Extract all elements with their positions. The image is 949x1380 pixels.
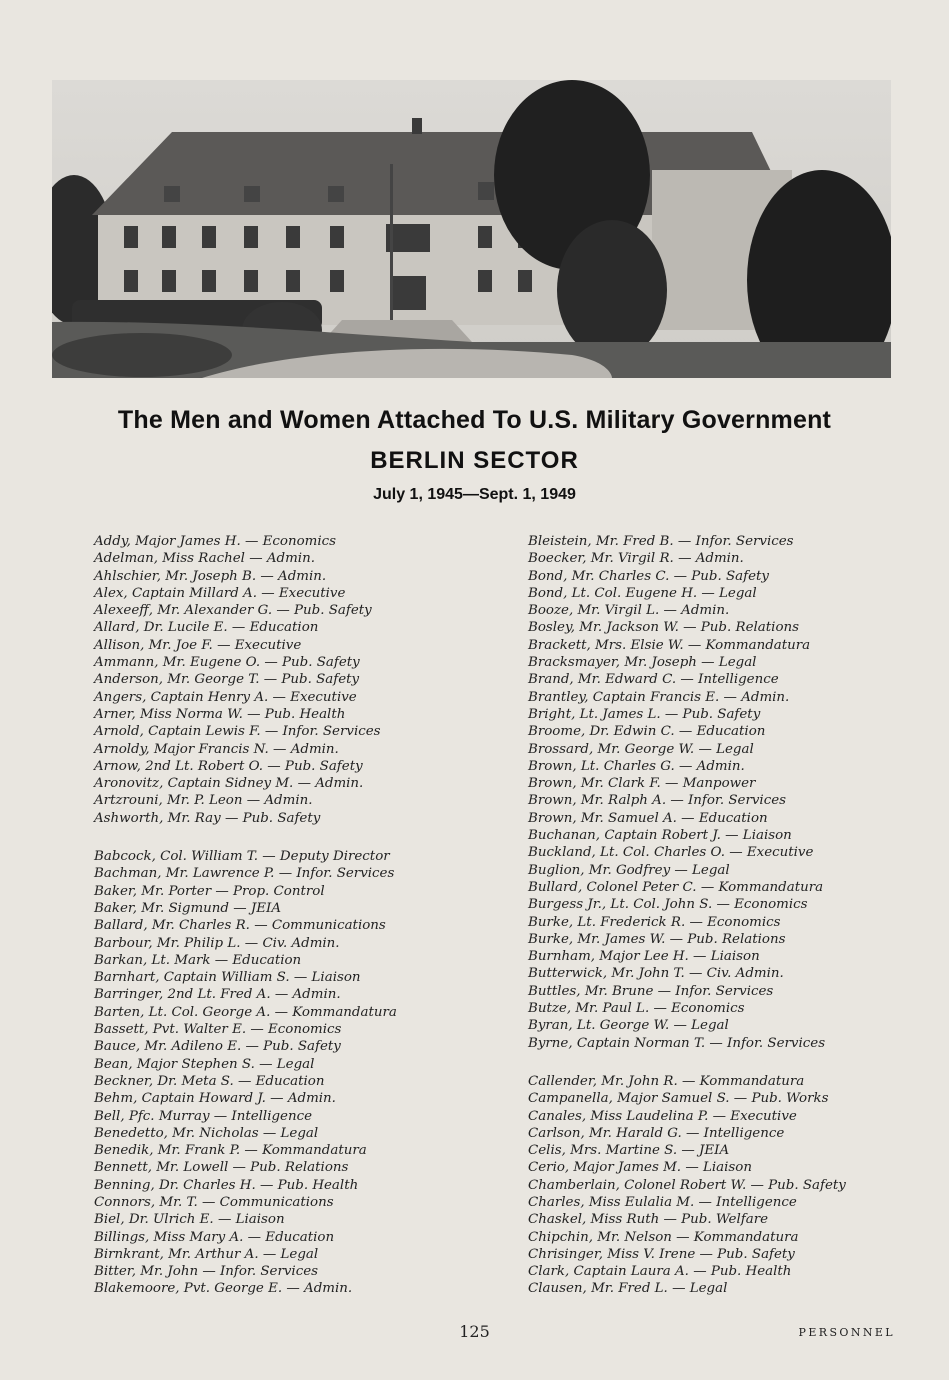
page-subtitle: BERLIN SECTOR <box>370 447 579 474</box>
list-item: Broome, Dr. Edwin C. — Education <box>528 724 766 740</box>
list-item: Buglion, Mr. Godfrey — Legal <box>528 862 730 878</box>
list-item: Biel, Dr. Ulrich E. — Liaison <box>94 1212 285 1228</box>
list-item: Brown, Lt. Charles G. — Admin. <box>528 758 745 774</box>
list-item: Barkan, Lt. Mark — Education <box>94 952 302 968</box>
list-item: Billings, Miss Mary A. — Education <box>94 1229 335 1245</box>
list-item: Bennett, Mr. Lowell — Pub. Relations <box>94 1160 349 1176</box>
list-item: Bond, Lt. Col. Eugene H. — Legal <box>528 585 757 601</box>
personnel-list-left <box>94 533 474 1298</box>
list-item: Alex, Captain Millard A. — Executive <box>94 585 346 601</box>
list-item: Arner, Miss Norma W. — Pub. Health <box>94 706 346 722</box>
list-item: Chrisinger, Miss V. Irene — Pub. Safety <box>528 1246 795 1262</box>
date-range: July 1, 1945—Sept. 1, 1949 <box>373 486 576 503</box>
list-item: Behm, Captain Howard J. — Admin. <box>94 1091 336 1107</box>
list-item: Arnow, 2nd Lt. Robert O. — Pub. Safety <box>94 758 363 774</box>
list-item: Clausen, Mr. Fred L. — Legal <box>528 1281 728 1297</box>
list-item: Charles, Miss Eulalia M. — Intelligence <box>528 1194 797 1210</box>
list-item: Butterwick, Mr. John T. — Civ. Admin. <box>528 966 784 982</box>
list-item: Babcock, Col. William T. — Deputy Director <box>94 849 390 865</box>
list-item: Bitter, Mr. John — Infor. Services <box>94 1264 319 1280</box>
list-item: Birnkrant, Mr. Arthur A. — Legal <box>94 1246 319 1262</box>
list-gap <box>94 827 474 848</box>
section-label: PERSONNEL <box>798 1326 895 1339</box>
list-item: Bean, Major Stephen S. — Legal <box>94 1056 315 1072</box>
list-item: Brand, Mr. Edward C. — Intelligence <box>528 672 779 688</box>
list-item: Booze, Mr. Virgil L. — Admin. <box>528 603 730 619</box>
list-item: Baker, Mr. Sigmund — JEIA <box>94 900 282 916</box>
page-title: The Men and Women Attached To U.S. Military Government <box>117 406 832 434</box>
list-item: Barnhart, Captain William S. — Liaison <box>94 970 361 986</box>
list-item: Bullard, Colonel Peter C. — Kommandatura <box>528 879 824 895</box>
list-item: Ashworth, Mr. Ray — Pub. Safety <box>94 810 321 826</box>
list-item: Bosley, Mr. Jackson W. — Pub. Relations <box>528 620 800 636</box>
list-item: Arnold, Captain Lewis F. — Infor. Services <box>94 724 381 740</box>
personnel-list-right <box>528 533 898 1298</box>
list-item: Callender, Mr. John R. — Kommandatura <box>528 1073 805 1089</box>
list-item: Connors, Mr. T. — Communications <box>94 1194 334 1210</box>
list-item: Brown, Mr. Ralph A. — Infor. Services <box>528 793 787 809</box>
list-item: Addy, Major James H. — Economics <box>94 534 336 549</box>
list-item: Celis, Mrs. Martine S. — JEIA <box>528 1143 730 1159</box>
list-item: Adelman, Miss Rachel — Admin. <box>94 551 315 567</box>
list-item: Burke, Lt. Frederick R. — Economics <box>528 914 781 930</box>
list-item: Benedik, Mr. Frank P. — Kommandatura <box>94 1143 367 1159</box>
list-item: Beckner, Dr. Meta S. — Education <box>94 1073 325 1089</box>
list-item: Anderson, Mr. George T. — Pub. Safety <box>94 672 360 688</box>
list-item: Ahlschier, Mr. Joseph B. — Admin. <box>94 568 327 584</box>
list-item: Brown, Mr. Clark F. — Manpower <box>528 776 756 792</box>
list-item: Benedetto, Mr. Nicholas — Legal <box>94 1125 319 1141</box>
list-item: Byrne, Captain Norman T. — Infor. Services <box>528 1035 826 1051</box>
list-item: Bracksmayer, Mr. Joseph — Legal <box>528 655 757 671</box>
list-item: Campanella, Major Samuel S. — Pub. Works <box>528 1091 829 1107</box>
list-item: Allison, Mr. Joe F. — Executive <box>94 637 302 653</box>
list-item: Byran, Lt. George W. — Legal <box>528 1018 729 1034</box>
list-item: Canales, Miss Laudelina P. — Executive <box>528 1108 797 1124</box>
list-item: Barringer, 2nd Lt. Fred A. — Admin. <box>94 987 341 1003</box>
list-item: Allard, Dr. Lucile E. — Education <box>94 620 319 636</box>
list-item: Bauce, Mr. Adileno E. — Pub. Safety <box>94 1039 341 1055</box>
list-item: Barbour, Mr. Philip L. — Civ. Admin. <box>94 935 340 951</box>
list-item: Burgess Jr., Lt. Col. John S. — Economics <box>528 897 808 913</box>
list-item: Chipchin, Mr. Nelson — Kommandatura <box>528 1229 799 1245</box>
list-item: Alexeeff, Mr. Alexander G. — Pub. Safety <box>94 603 372 619</box>
list-item: Brossard, Mr. George W. — Legal <box>528 741 754 757</box>
list-item: Butze, Mr. Paul L. — Economics <box>528 1001 745 1017</box>
list-item: Chaskel, Miss Ruth — Pub. Welfare <box>528 1212 769 1228</box>
list-item: Bell, Pfc. Murray — Intelligence <box>94 1108 313 1124</box>
list-item: Angers, Captain Henry A. — Executive <box>94 689 357 705</box>
list-item: Bond, Mr. Charles C. — Pub. Safety <box>528 568 769 584</box>
list-item: Chamberlain, Colonel Robert W. — Pub. Safety <box>528 1177 846 1193</box>
list-item: Bachman, Mr. Lawrence P. — Infor. Services <box>94 866 395 882</box>
list-item: Clark, Captain Laura A. — Pub. Health <box>528 1264 792 1280</box>
building-photo <box>52 80 891 378</box>
page-number: 125 <box>459 1322 490 1341</box>
list-item: Artzrouni, Mr. P. Leon — Admin. <box>94 793 313 809</box>
list-item: Barten, Lt. Col. George A. — Kommandatura <box>94 1004 397 1020</box>
list-item: Bright, Lt. James L. — Pub. Safety <box>528 706 761 722</box>
list-item: Buttles, Mr. Brune — Infor. Services <box>528 983 774 999</box>
list-item: Ballard, Mr. Charles R. — Communications <box>94 918 386 934</box>
list-item: Brantley, Captain Francis E. — Admin. <box>528 689 790 705</box>
list-item: Arnoldy, Major Francis N. — Admin. <box>94 741 339 757</box>
list-item: Ammann, Mr. Eugene O. — Pub. Safety <box>94 655 360 671</box>
list-item: Burke, Mr. James W. — Pub. Relations <box>528 931 786 947</box>
list-item: Burnham, Major Lee H. — Liaison <box>528 949 760 965</box>
list-gap <box>528 1052 898 1073</box>
list-item: Bleistein, Mr. Fred B. — Infor. Services <box>528 534 794 549</box>
list-item: Carlson, Mr. Harald G. — Intelligence <box>528 1125 785 1141</box>
list-item: Cerio, Major James M. — Liaison <box>528 1160 752 1176</box>
list-item: Boecker, Mr. Virgil R. — Admin. <box>528 551 744 567</box>
list-item: Brown, Mr. Samuel A. — Education <box>528 810 768 826</box>
list-item: Aronovitz, Captain Sidney M. — Admin. <box>94 776 364 792</box>
list-item: Buchanan, Captain Robert J. — Liaison <box>528 828 792 844</box>
list-item: Benning, Dr. Charles H. — Pub. Health <box>94 1177 359 1193</box>
list-item: Baker, Mr. Porter — Prop. Control <box>94 883 325 899</box>
list-item: Blakemoore, Pvt. George E. — Admin. <box>94 1281 353 1297</box>
list-item: Bassett, Pvt. Walter E. — Economics <box>94 1022 342 1038</box>
list-item: Buckland, Lt. Col. Charles O. — Executive <box>528 845 814 861</box>
list-item: Brackett, Mrs. Elsie W. — Kommandatura <box>528 637 811 653</box>
